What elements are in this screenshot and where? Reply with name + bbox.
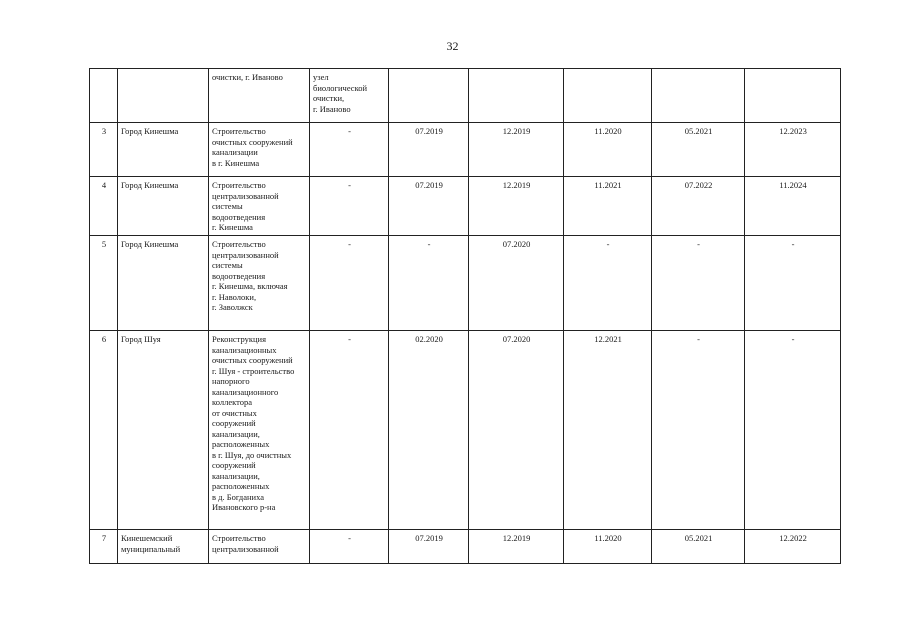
cell-line: очистных сооружений [212, 355, 293, 365]
cell-date-3 [564, 177, 652, 236]
cell-line: очистки, [313, 93, 345, 103]
cell-line: системы [212, 260, 243, 270]
cell-line: 3 [101, 126, 107, 136]
cell-date-2 [469, 69, 564, 123]
cell-line: - [427, 239, 431, 249]
cell-line: г. Заволжск [212, 302, 253, 312]
cell-line: Город Кинешма [121, 239, 179, 249]
cell-line: сооружений [212, 418, 256, 428]
cell-line: - [791, 334, 795, 344]
cell-date-1 [389, 331, 469, 530]
cell-project [209, 69, 310, 123]
cell-date-5 [745, 236, 841, 331]
cell-line: г. Кинешма, включая [212, 281, 288, 291]
cell-line: 02.2020 [415, 334, 443, 344]
cell-project [209, 530, 310, 564]
cell-object [310, 123, 389, 177]
cell-date-1 [389, 177, 469, 236]
page-number: 32 [446, 39, 459, 53]
cell-line: Строительство [212, 126, 266, 136]
cell-line: 6 [101, 334, 107, 344]
cell-date-5 [745, 331, 841, 530]
cell-municipality [118, 236, 209, 331]
cell-municipality [118, 331, 209, 530]
cell-line: биологической [313, 82, 368, 93]
cell-line: 07.2020 [502, 239, 531, 249]
cell-number [90, 123, 118, 177]
cell-date-4 [652, 530, 745, 564]
cell-date-4 [652, 123, 745, 177]
cell-object [310, 177, 389, 236]
cell-date-3 [564, 69, 652, 123]
cell-date-3 [564, 123, 652, 177]
cell-line: расположенных [212, 439, 270, 449]
cell-project [209, 331, 310, 530]
cell-number [90, 331, 118, 530]
cell-line: 07.2019 [415, 180, 443, 190]
cell-date-5 [745, 69, 841, 123]
cell-line: 11.2020 [594, 533, 622, 543]
cell-line: Строительство [212, 180, 266, 190]
cell-line: канализационных [212, 344, 277, 355]
cell-line: узел [313, 72, 329, 82]
table-row [90, 69, 841, 123]
cell-number [90, 69, 118, 123]
cell-line: 12.2022 [779, 533, 807, 543]
cell-line: 11.2024 [779, 180, 807, 190]
cell-project [209, 123, 310, 177]
cell-line: в г. Кинешма [212, 157, 260, 168]
cell-line: 4 [101, 180, 107, 190]
cell-line: от очистных [212, 407, 257, 418]
cell-line: 7 [101, 533, 107, 543]
cell-line: г. Шуя - строительство [212, 365, 295, 376]
cell-line: очистных сооружений [212, 136, 293, 147]
cell-date-4 [652, 331, 745, 530]
cell-date-1 [389, 530, 469, 564]
cell-line: 5 [101, 239, 107, 249]
cell-line: Кинешемский [121, 533, 173, 543]
table-row [90, 236, 841, 331]
cell-line: 07.2022 [684, 180, 713, 190]
cell-line: - [348, 239, 351, 249]
cell-line: водоотведения [212, 211, 266, 222]
cell-municipality [118, 177, 209, 236]
cell-line: канализации, [212, 470, 260, 481]
cell-line: - [348, 180, 351, 190]
cell-line: 07.2020 [502, 334, 531, 344]
cell-line: Город Кинешма [121, 126, 179, 136]
table-row [90, 331, 841, 530]
cell-line: Город Кинешма [121, 180, 179, 190]
cell-line: централизованной [212, 249, 279, 260]
cell-object [310, 236, 389, 331]
cell-date-1 [389, 69, 469, 123]
cell-line: г. Наволоки, [212, 291, 257, 302]
cell-line: централизованной [212, 543, 279, 554]
cell-line: - [348, 126, 351, 136]
cell-line: напорного [212, 376, 250, 386]
cell-line: - [697, 239, 700, 249]
cell-line: 12.2019 [502, 533, 531, 543]
cell-line: г. Кинешма [212, 222, 253, 232]
cell-date-3 [564, 530, 652, 564]
cell-line: - [606, 239, 610, 249]
cell-number [90, 236, 118, 331]
cell-line: коллектора [212, 397, 252, 407]
plan-table [89, 68, 841, 564]
cell-line: 12.2019 [502, 180, 531, 190]
cell-line: расположенных [212, 481, 270, 491]
cell-line: системы [212, 201, 243, 211]
cell-line: Ивановского р-на [212, 502, 276, 512]
cell-line: 07.2019 [415, 533, 443, 543]
cell-date-4 [652, 177, 745, 236]
table-row [90, 123, 841, 177]
cell-object [310, 69, 389, 123]
cell-line: - [791, 239, 795, 249]
cell-date-2 [469, 331, 564, 530]
cell-line: 11.2021 [594, 180, 622, 190]
cell-object [310, 331, 389, 530]
cell-municipality [118, 530, 209, 564]
cell-line: водоотведения [212, 270, 266, 281]
cell-line: Строительство [212, 533, 266, 543]
cell-line: канализации, [212, 428, 260, 439]
cell-line: очистки, г. Иваново [212, 72, 283, 82]
cell-number [90, 177, 118, 236]
cell-line: 05.2021 [684, 533, 713, 543]
cell-date-2 [469, 123, 564, 177]
table-row [90, 177, 841, 236]
cell-line: в д. Богданиха [212, 491, 265, 502]
cell-line: Город Шуя [121, 334, 161, 344]
cell-line: 12.2023 [779, 126, 807, 136]
cell-date-3 [564, 331, 652, 530]
cell-line: канализации [212, 147, 258, 157]
cell-date-4 [652, 236, 745, 331]
cell-date-5 [745, 177, 841, 236]
cell-project [209, 177, 310, 236]
table-row [90, 530, 841, 564]
cell-municipality [118, 123, 209, 177]
cell-date-5 [745, 530, 841, 564]
cell-line: сооружений [212, 460, 256, 470]
cell-object [310, 530, 389, 564]
cell-line: 07.2019 [415, 126, 443, 136]
cell-line: г. Иваново [313, 103, 351, 114]
cell-line: канализационного [212, 386, 279, 397]
cell-line: 11.2020 [594, 126, 622, 136]
cell-date-1 [389, 123, 469, 177]
cell-municipality [118, 69, 209, 123]
cell-line: 05.2021 [684, 126, 713, 136]
cell-date-3 [564, 236, 652, 331]
cell-date-2 [469, 177, 564, 236]
cell-line: - [697, 334, 700, 344]
cell-line: централизованной [212, 190, 279, 201]
cell-line: Реконструкция [212, 334, 267, 344]
table-body [90, 69, 841, 564]
cell-number [90, 530, 118, 564]
cell-line: в г. Шуя, до очистных [212, 449, 292, 460]
cell-line: 12.2019 [502, 126, 531, 136]
cell-date-1 [389, 236, 469, 331]
cell-line: - [348, 533, 351, 543]
cell-line: Строительство [212, 239, 266, 249]
cell-date-4 [652, 69, 745, 123]
cell-line: муниципальный [121, 543, 181, 554]
cell-date-2 [469, 530, 564, 564]
cell-project [209, 236, 310, 331]
cell-date-5 [745, 123, 841, 177]
cell-line: 12.2021 [594, 334, 622, 344]
cell-line: - [348, 334, 351, 344]
cell-date-2 [469, 236, 564, 331]
